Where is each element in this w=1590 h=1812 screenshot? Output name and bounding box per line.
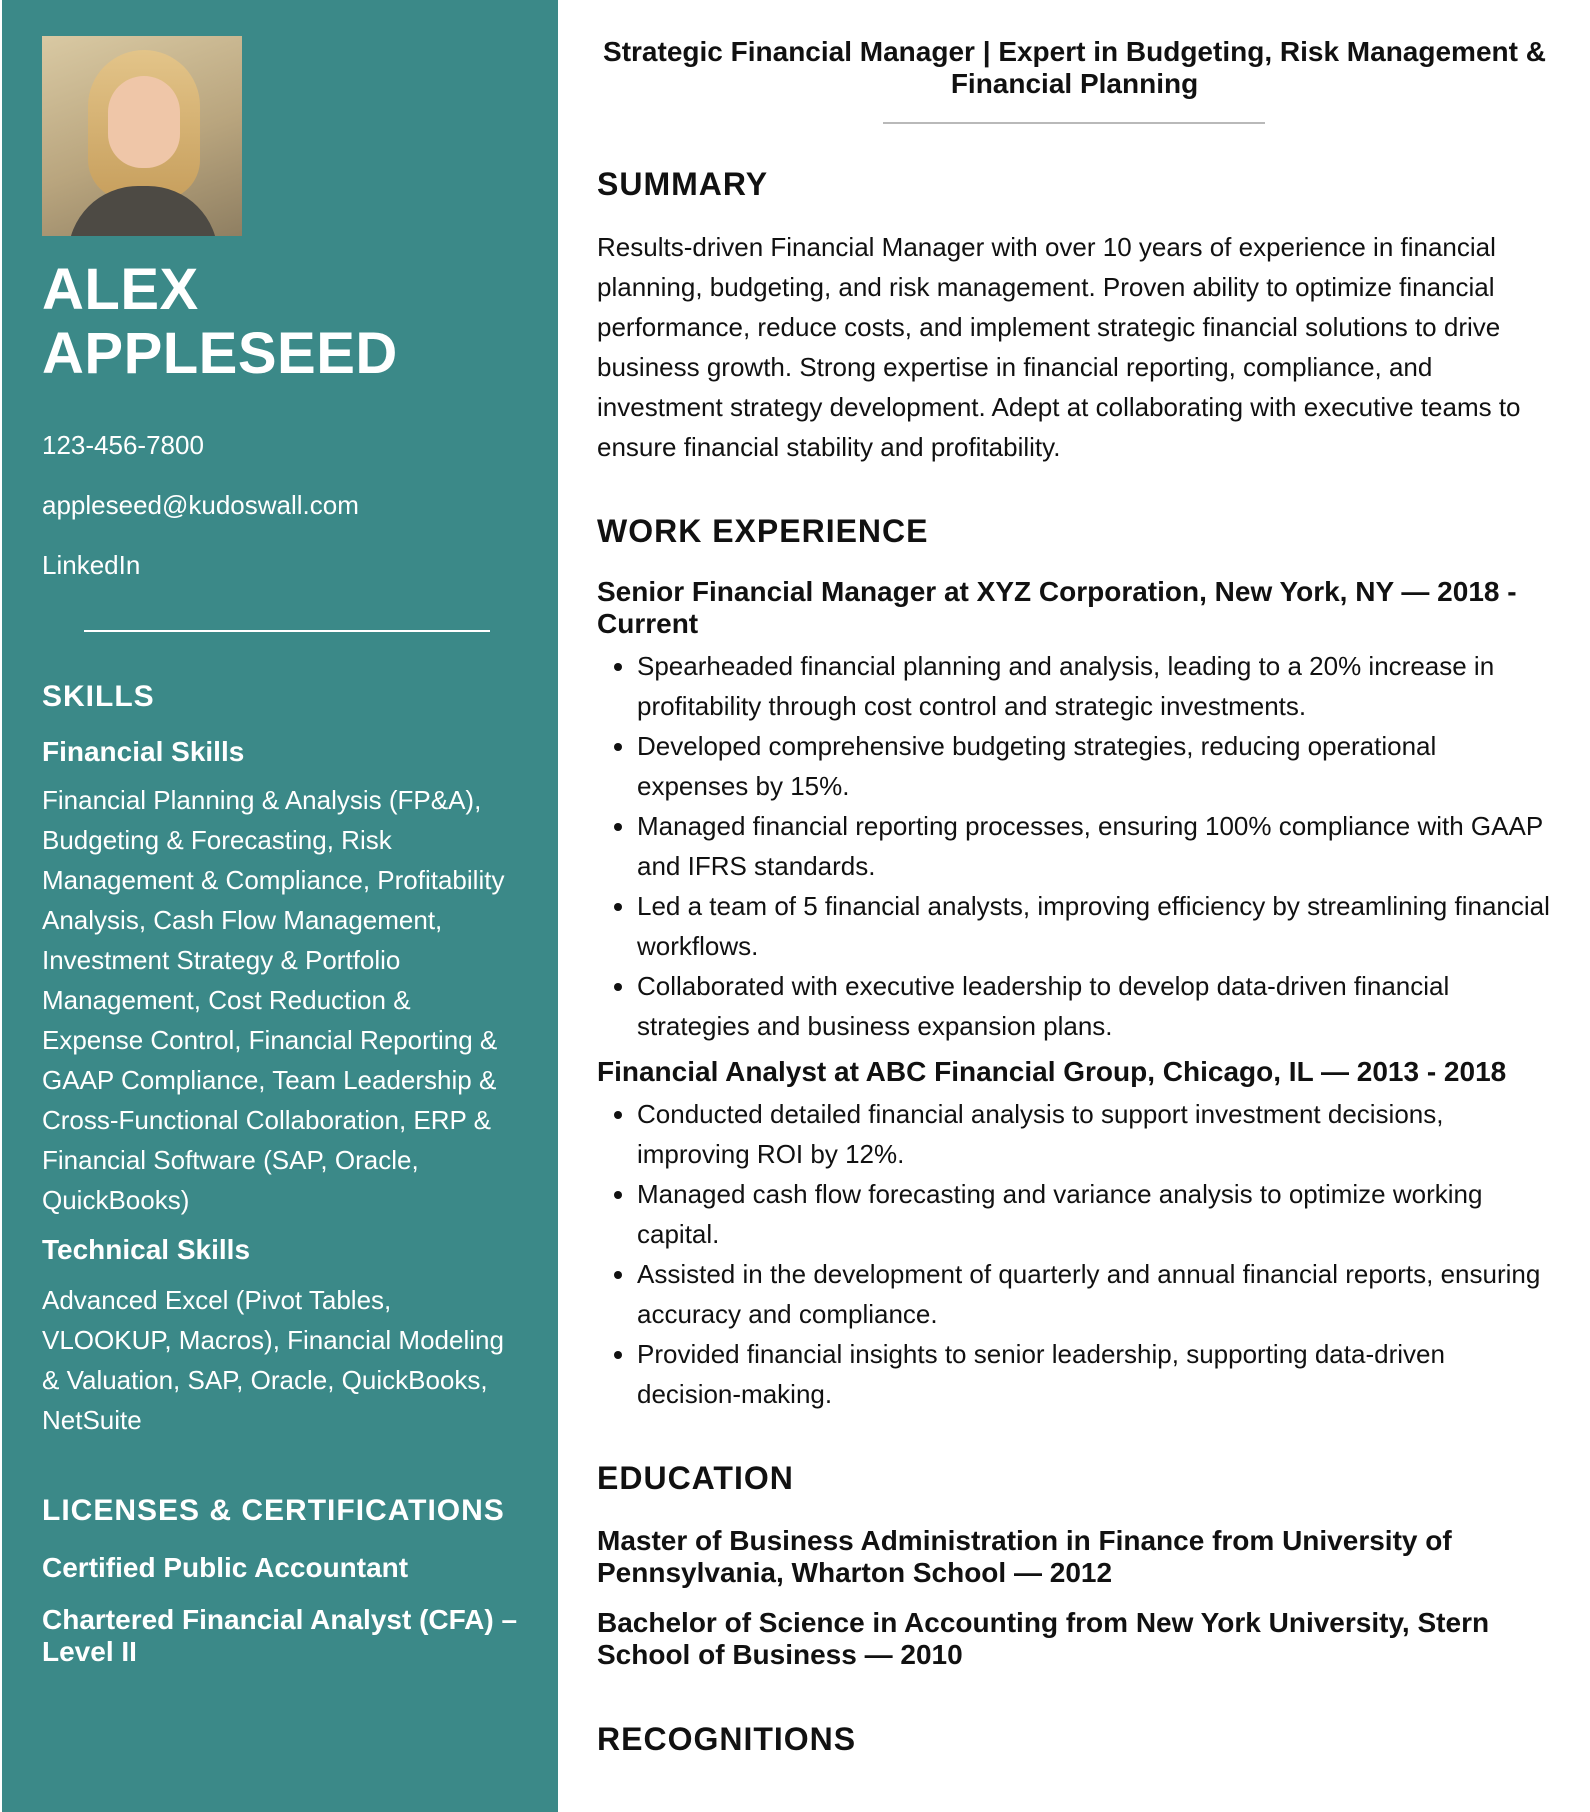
- job-bullets: [597, 1094, 1552, 1414]
- profile-photo: [42, 36, 242, 236]
- name-last: APPLESEED: [42, 321, 398, 386]
- job-bullets: [597, 646, 1552, 1046]
- job-bullet: • Spearheaded financial planning and analysis, leading to a 20% increase in profitability through cost control and strategic investments.: [637, 646, 1552, 726]
- education-heading: EDUCATION: [597, 1460, 794, 1496]
- financial-skills-text: Financial Planning & Analysis (FP&A), Budgeting & Forecasting, Risk Management & Compliance, Profitability Analysis, Cash Flow Management, Investment Strategy & Portfolio Management, Cost Reduction & Expense Control, Financial Reporting & GAAP Compliance, Team Leadership & Cross-Functional Collaboration, ERP & Financial Software (SAP, Oracle, QuickBooks): [42, 785, 505, 1215]
- job-bullet: • Collaborated with executive leadership to develop data-driven financial strategies and business expansion plans.: [637, 966, 1552, 1046]
- job-bullet: • Assisted in the development of quarterly and annual financial reports, ensuring accuracy and compliance.: [637, 1254, 1552, 1334]
- sidebar-divider: [84, 630, 490, 632]
- summary-text: Results-driven Financial Manager with over 10 years of experience in financial planning, budgeting, and risk management. Proven ability to optimize financial performance, reduce costs, and implement strategic financial solutions to drive business growth. Strong expertise in financial reporting, compliance, and investment strategy development. Adept at collaborating with executive teams to ensure financial stability and profitability.: [597, 232, 1521, 462]
- job-bullet: • Led a team of 5 financial analysts, improving efficiency by streamlining financial workflows.: [637, 886, 1552, 966]
- sidebar: [2, 0, 558, 1812]
- name-first: ALEX: [42, 257, 199, 322]
- linkedin-link[interactable]: LinkedIn: [42, 550, 141, 580]
- certification-item: Chartered Financial Analyst (CFA) – Level II: [42, 1604, 518, 1667]
- contact-info: [42, 428, 518, 582]
- email-link[interactable]: appleseed@kudoswall.com: [42, 490, 359, 520]
- summary-heading: SUMMARY: [597, 166, 769, 202]
- experience-heading: WORK EXPERIENCE: [597, 513, 929, 549]
- skills-heading: SKILLS: [42, 680, 155, 713]
- job-bullet: • Managed cash flow forecasting and variance analysis to optimize working capital.: [637, 1174, 1552, 1254]
- headline-divider: [883, 122, 1265, 124]
- job-title: Financial Analyst at ABC Financial Group, Chicago, IL — 2013 - 2018: [597, 1056, 1507, 1087]
- job-bullet: • Developed comprehensive budgeting strategies, reducing operational expenses by 15%.: [637, 726, 1552, 806]
- job-bullet: • Conducted detailed financial analysis to support investment decisions, improving ROI by 12%.: [637, 1094, 1552, 1174]
- phone-text: 123-456-7800: [42, 430, 204, 460]
- certification-item: Certified Public Accountant: [42, 1552, 409, 1583]
- candidate-name: [42, 258, 518, 386]
- certifications-heading: LICENSES & CERTIFICATIONS: [42, 1494, 505, 1527]
- main-content: [597, 0, 1552, 1758]
- technical-skills-text: Advanced Excel (Pivot Tables, VLOOKUP, Macros), Financial Modeling & Valuation, SAP, Oracle, QuickBooks, NetSuite: [42, 1285, 504, 1435]
- job-bullet: • Provided financial insights to senior leadership, supporting data-driven decision-making.: [637, 1334, 1552, 1414]
- job-title: Senior Financial Manager at XYZ Corporation, New York, NY — 2018 - Current: [597, 576, 1517, 639]
- job-entry: [597, 576, 1552, 1046]
- technical-skills-title: Technical Skills: [42, 1234, 251, 1265]
- education-item: Master of Business Administration in Finance from University of Pennsylvania, Wharton School — 2012: [597, 1525, 1452, 1588]
- headline: Strategic Financial Manager | Expert in Budgeting, Risk Management & Financial Planning: [603, 36, 1546, 99]
- job-bullet: • Managed financial reporting processes, ensuring 100% compliance with GAAP and IFRS standards.: [637, 806, 1552, 886]
- education-item: Bachelor of Science in Accounting from New York University, Stern School of Business — 2010: [597, 1607, 1490, 1670]
- recognitions-heading: RECOGNITIONS: [597, 1721, 857, 1757]
- job-entry: [597, 1056, 1552, 1414]
- financial-skills-title: Financial Skills: [42, 736, 245, 767]
